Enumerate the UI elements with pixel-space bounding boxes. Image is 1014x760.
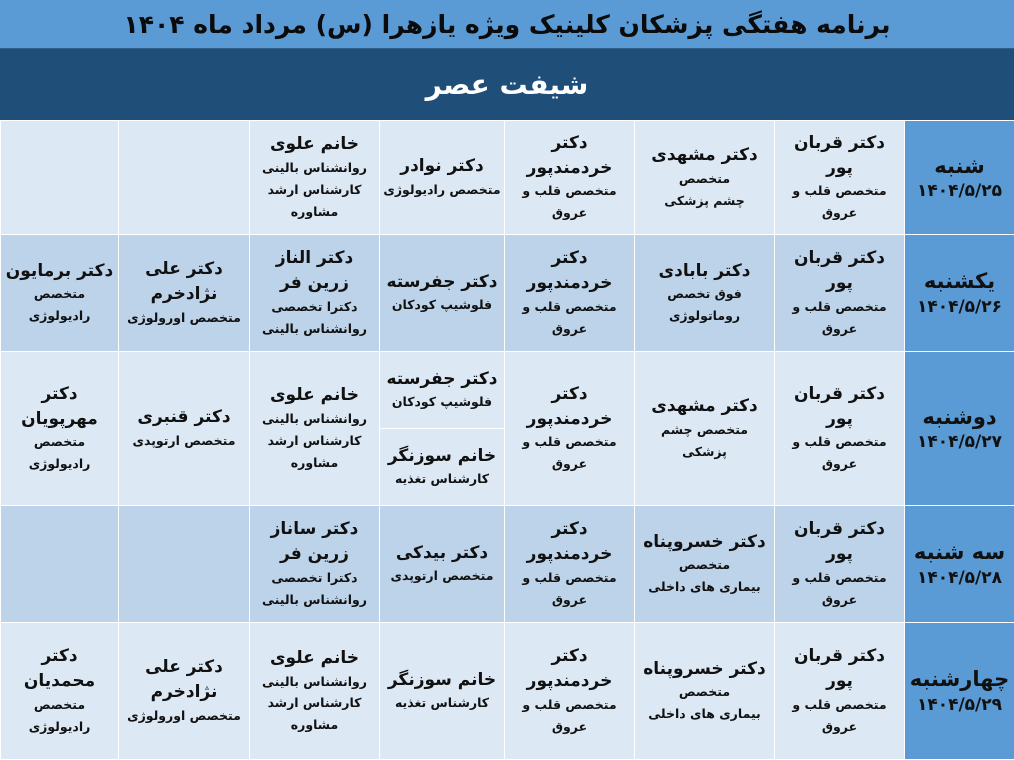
schedule-cell — [119, 623, 250, 760]
schedule-cell — [250, 623, 380, 760]
doctor-name: دکتر برمایون — [4, 259, 115, 284]
doctor-specialty: چشم پزشکی — [638, 190, 771, 212]
day-cell — [905, 352, 1014, 506]
doctor-specialty: متخصص رادیولوژی — [383, 179, 501, 201]
doctor-name: دکتر خردمندپور — [508, 246, 631, 295]
schedule-cell — [380, 235, 505, 352]
schedule-cell — [380, 623, 505, 760]
doctor-name: دکتر بابادی — [638, 259, 771, 284]
day-name: شنبه — [908, 153, 1011, 180]
doctor-name: دکتر خردمندپور — [508, 131, 631, 180]
doctor-name: دکتر قنبری — [122, 405, 246, 430]
doctor-name: دکتر خسروپناه — [638, 657, 771, 682]
doctor-specialty: متخصص قلب و عروق — [778, 296, 901, 340]
doctor-specialty: متخصص — [638, 168, 771, 190]
schedule-cell — [635, 352, 775, 506]
doctor-name: خانم علوی — [253, 383, 376, 408]
schedule-row — [1, 352, 1014, 429]
schedule-cell — [1, 235, 119, 352]
schedule-cell — [775, 352, 905, 506]
doctor-specialty: روانشناس بالینی — [253, 157, 376, 179]
schedule-cell — [119, 352, 250, 506]
doctor-name: دکتر قربان پور — [778, 517, 901, 566]
doctor-specialty: فلوشیپ کودکان — [383, 391, 501, 413]
doctor-name: دکتر بیدکی — [383, 541, 501, 566]
schedule-cell — [505, 235, 635, 352]
doctor-specialty: فوق تخصص — [638, 283, 771, 305]
doctor-specialty: رادیولوژی — [4, 453, 115, 475]
schedule-cell — [635, 121, 775, 235]
schedule-cell — [505, 506, 635, 623]
schedule-cell — [380, 506, 505, 623]
doctor-specialty: کارشناس ارشد مشاوره — [253, 692, 376, 736]
doctor-name: دکتر علی نژادخرم — [122, 257, 246, 306]
schedule-cell — [250, 352, 380, 506]
doctor-specialty: متخصص — [4, 694, 115, 716]
schedule-row — [1, 235, 1014, 352]
doctor-specialty: رادیولوژی — [4, 305, 115, 327]
day-name: سه شنبه — [908, 539, 1011, 566]
doctor-specialty: متخصص قلب و عروق — [778, 180, 901, 224]
doctor-name: خانم سوزنگر — [383, 668, 501, 693]
doctor-name: دکتر مشهدی — [638, 394, 771, 419]
schedule-cell — [775, 623, 905, 760]
doctor-name: دکتر خسروپناه — [638, 530, 771, 555]
doctor-specialty: متخصص اورولوژی — [122, 705, 246, 727]
doctor-specialty: بیماری های داخلی — [638, 703, 771, 725]
schedule-cell — [1, 623, 119, 760]
doctor-specialty: روانشناس بالینی — [253, 671, 376, 693]
schedule-cell — [635, 623, 775, 760]
day-name: یکشنبه — [908, 268, 1011, 295]
day-date: ۱۴۰۴/۵/۲۵ — [908, 180, 1011, 202]
doctor-name: دکتر محمدیان — [4, 644, 115, 693]
doctor-specialty: متخصص اورولوژی — [122, 307, 246, 329]
doctor-specialty: کارشناس ارشد مشاوره — [253, 430, 376, 474]
doctor-specialty: رادیولوژی — [4, 716, 115, 738]
schedule-row — [1, 506, 1014, 623]
doctor-specialty: دکترا تخصصی — [253, 296, 376, 318]
doctor-specialty: متخصص قلب و عروق — [508, 431, 631, 475]
schedule-cell — [119, 121, 250, 235]
doctor-specialty: متخصص قلب و عروق — [778, 431, 901, 475]
doctor-specialty: روماتولوژی — [638, 305, 771, 327]
doctor-name: دکتر قربان پور — [778, 644, 901, 693]
schedule-cell — [505, 121, 635, 235]
schedule-cell — [775, 121, 905, 235]
doctor-specialty: روانشناس بالینی — [253, 408, 376, 430]
doctor-name: دکتر مهرپویان — [4, 382, 115, 431]
doctor-specialty: متخصص قلب و عروق — [508, 296, 631, 340]
doctor-specialty: متخصص قلب و عروق — [778, 694, 901, 738]
doctor-name: دکتر مشهدی — [638, 143, 771, 168]
schedule-cell — [1, 121, 119, 235]
schedule-cell — [505, 623, 635, 760]
doctor-specialty: روانشناس بالینی — [253, 589, 376, 611]
doctor-name: دکتر قربان پور — [778, 131, 901, 180]
doctor-name: دکتر خردمندپور — [508, 382, 631, 431]
schedule-title: برنامه هفتگی پزشکان کلینیک ویژه یازهرا (س) مرداد ماه ۱۴۰۴ — [0, 0, 1014, 49]
doctor-specialty: بیماری های داخلی — [638, 576, 771, 598]
doctor-name: خانم علوی — [253, 132, 376, 157]
day-cell — [905, 235, 1014, 352]
schedule-cell — [119, 506, 250, 623]
doctor-name: دکتر جفرسته — [383, 367, 501, 392]
day-cell — [905, 121, 1014, 235]
doctor-name: دکتر قربان پور — [778, 382, 901, 431]
doctor-name: خانم سوزنگر — [383, 444, 501, 469]
doctor-specialty: متخصص قلب و عروق — [508, 180, 631, 224]
doctor-specialty: متخصص — [638, 681, 771, 703]
doctor-specialty: روانشناس بالینی — [253, 318, 376, 340]
doctor-specialty: متخصص قلب و عروق — [778, 567, 901, 611]
day-date: ۱۴۰۴/۵/۲۶ — [908, 296, 1011, 318]
doctor-name: خانم علوی — [253, 646, 376, 671]
schedule-cell — [250, 506, 380, 623]
schedule-table — [0, 120, 1014, 760]
doctor-name: دکتر قربان پور — [778, 246, 901, 295]
schedule-cell — [505, 352, 635, 506]
doctor-specialty: متخصص — [4, 431, 115, 453]
day-date: ۱۴۰۴/۵/۲۷ — [908, 431, 1011, 453]
schedule-cell — [380, 352, 505, 429]
day-cell — [905, 623, 1014, 760]
schedule-cell — [380, 429, 505, 506]
day-cell — [905, 506, 1014, 623]
doctor-specialty: متخصص ارتوپدی — [122, 430, 246, 452]
doctor-specialty: دکترا تخصصی — [253, 567, 376, 589]
doctor-specialty: کارشناس تغذیه — [383, 692, 501, 714]
doctor-name: دکتر خردمندپور — [508, 517, 631, 566]
schedule-cell — [1, 506, 119, 623]
day-name: دوشنبه — [908, 404, 1011, 431]
schedule-cell — [119, 235, 250, 352]
doctor-name: دکتر ساناز زرین فر — [253, 517, 376, 566]
doctor-name: دکتر جفرسته — [383, 270, 501, 295]
day-date: ۱۴۰۴/۵/۲۹ — [908, 694, 1011, 716]
doctor-specialty: کارشناس تغذیه — [383, 468, 501, 490]
shift-title: شیفت عصر — [0, 49, 1014, 120]
doctor-name: دکتر الناز زرین فر — [253, 246, 376, 295]
doctor-specialty: متخصص قلب و عروق — [508, 567, 631, 611]
day-date: ۱۴۰۴/۵/۲۸ — [908, 567, 1011, 589]
schedule-cell — [250, 235, 380, 352]
schedule-cell — [635, 506, 775, 623]
doctor-name: دکتر علی نژادخرم — [122, 655, 246, 704]
schedule-row — [1, 623, 1014, 760]
doctor-specialty: کارشناس ارشد مشاوره — [253, 179, 376, 223]
day-name: چهارشنبه — [908, 666, 1011, 693]
doctor-specialty: متخصص — [4, 283, 115, 305]
schedule-cell — [775, 506, 905, 623]
doctor-specialty: فلوشیپ کودکان — [383, 294, 501, 316]
schedule-cell — [635, 235, 775, 352]
schedule-cell — [1, 352, 119, 506]
schedule-cell — [380, 121, 505, 235]
schedule-cell — [775, 235, 905, 352]
doctor-name: دکتر نوادر — [383, 154, 501, 179]
doctor-specialty: متخصص ارتوپدی — [383, 565, 501, 587]
doctor-name: دکتر خردمندپور — [508, 644, 631, 693]
doctor-specialty: متخصص — [638, 554, 771, 576]
doctor-specialty: متخصص قلب و عروق — [508, 694, 631, 738]
schedule-cell — [250, 121, 380, 235]
schedule-row — [1, 121, 1014, 235]
doctor-specialty: متخصص چشم پزشکی — [638, 419, 771, 463]
